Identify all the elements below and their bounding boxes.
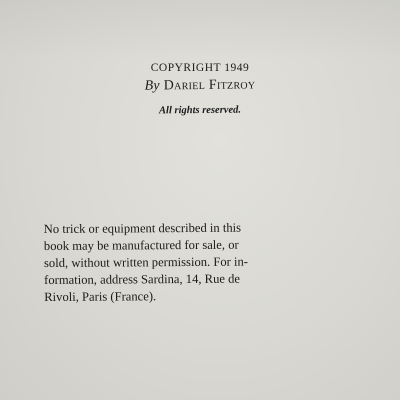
notice-line: formation, address Sardina, 14, Rue de — [44, 271, 241, 288]
permission-notice — [44, 219, 337, 306]
page-shadow — [0, 0, 400, 60]
rights-reserved: All rights reserved. — [158, 104, 242, 117]
author-by: By — [144, 78, 160, 94]
notice-line: No trick or equipment described in this — [43, 220, 242, 237]
notice-line: book may be manufactured for sale, or — [43, 237, 239, 254]
notice-line: sold, without written permission. For in- — [43, 254, 248, 271]
notice-line: Rivoli, Paris (France). — [44, 289, 157, 305]
author-name: Dariel Fitzroy — [163, 77, 256, 94]
copyright-year: COPYRIGHT 1949 — [150, 62, 250, 74]
author-line — [0, 76, 400, 96]
